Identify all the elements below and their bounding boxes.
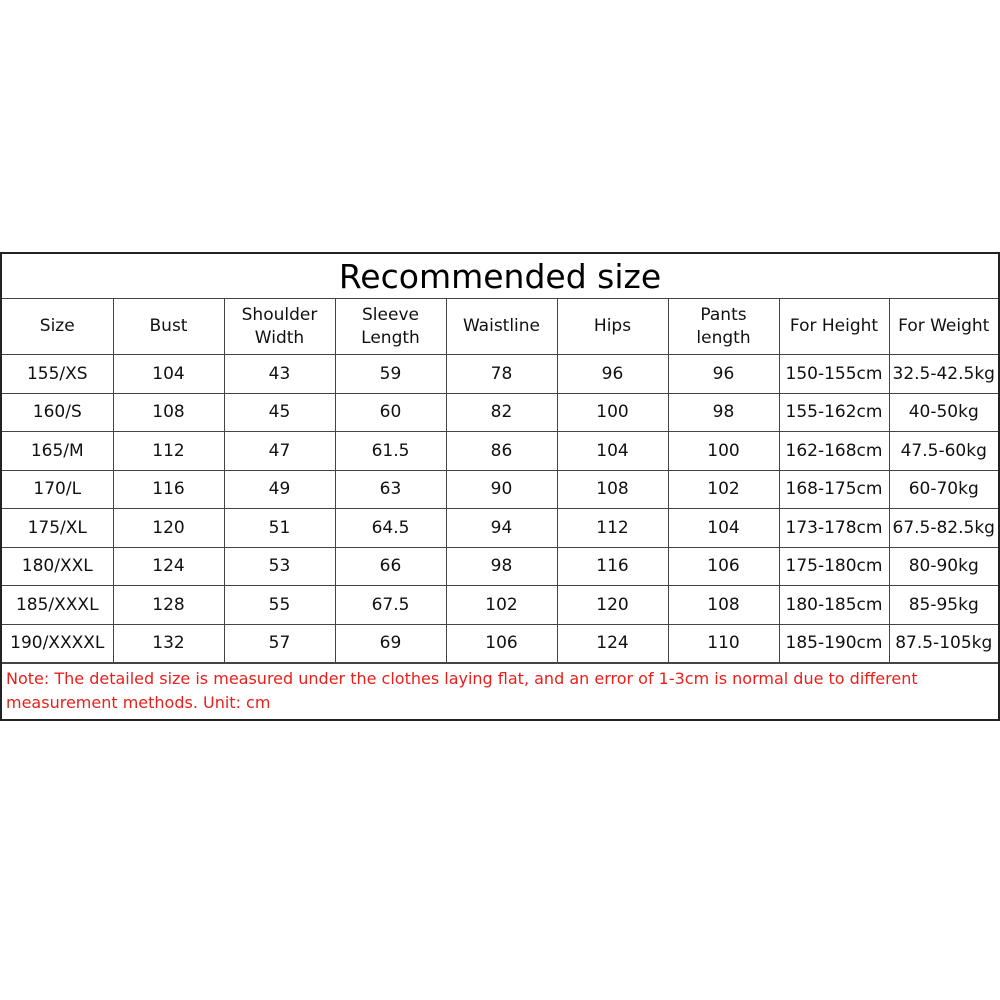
cell-sleeve-length: 63 bbox=[335, 470, 446, 509]
measurement-note: Note: The detailed size is measured under the clothes laying flat, and an error of 1-3cm is normal due to different measurement methods. Unit: cm bbox=[2, 663, 998, 719]
cell-for-weight: 40-50kg bbox=[889, 393, 998, 432]
cell-waistline: 102 bbox=[446, 586, 557, 625]
cell-for-height: 150-155cm bbox=[779, 355, 889, 394]
cell-pants-length: 110 bbox=[668, 624, 779, 663]
cell-size: 175/XL bbox=[2, 509, 113, 548]
cell-waistline: 98 bbox=[446, 547, 557, 586]
cell-waistline: 106 bbox=[446, 624, 557, 663]
cell-for-weight: 47.5-60kg bbox=[889, 432, 998, 471]
header-sleeve-length: Sleeve Length bbox=[335, 299, 446, 355]
cell-pants-length: 96 bbox=[668, 355, 779, 394]
table-row bbox=[2, 432, 998, 471]
cell-pants-length: 102 bbox=[668, 470, 779, 509]
cell-hips: 120 bbox=[557, 586, 668, 625]
cell-sleeve-length: 66 bbox=[335, 547, 446, 586]
cell-shoulder-width: 53 bbox=[224, 547, 335, 586]
cell-waistline: 90 bbox=[446, 470, 557, 509]
size-table bbox=[2, 299, 998, 663]
cell-bust: 104 bbox=[113, 355, 224, 394]
cell-hips: 124 bbox=[557, 624, 668, 663]
cell-for-weight: 87.5-105kg bbox=[889, 624, 998, 663]
cell-for-weight: 80-90kg bbox=[889, 547, 998, 586]
header-for-height: For Height bbox=[779, 299, 889, 355]
table-row bbox=[2, 547, 998, 586]
cell-shoulder-width: 47 bbox=[224, 432, 335, 471]
cell-waistline: 86 bbox=[446, 432, 557, 471]
cell-waistline: 78 bbox=[446, 355, 557, 394]
cell-shoulder-width: 43 bbox=[224, 355, 335, 394]
cell-pants-length: 98 bbox=[668, 393, 779, 432]
cell-bust: 132 bbox=[113, 624, 224, 663]
cell-sleeve-length: 64.5 bbox=[335, 509, 446, 548]
cell-shoulder-width: 57 bbox=[224, 624, 335, 663]
table-row bbox=[2, 355, 998, 394]
cell-hips: 112 bbox=[557, 509, 668, 548]
cell-shoulder-width: 55 bbox=[224, 586, 335, 625]
cell-size: 160/S bbox=[2, 393, 113, 432]
table-row bbox=[2, 586, 998, 625]
cell-for-weight: 67.5-82.5kg bbox=[889, 509, 998, 548]
table-row bbox=[2, 470, 998, 509]
header-waistline: Waistline bbox=[446, 299, 557, 355]
cell-for-height: 155-162cm bbox=[779, 393, 889, 432]
header-pants-length: Pants length bbox=[668, 299, 779, 355]
cell-hips: 116 bbox=[557, 547, 668, 586]
table-row bbox=[2, 624, 998, 663]
cell-pants-length: 106 bbox=[668, 547, 779, 586]
header-size: Size bbox=[2, 299, 113, 355]
cell-bust: 120 bbox=[113, 509, 224, 548]
header-for-weight: For Weight bbox=[889, 299, 998, 355]
cell-shoulder-width: 49 bbox=[224, 470, 335, 509]
cell-for-height: 185-190cm bbox=[779, 624, 889, 663]
chart-title: Recommended size bbox=[2, 254, 998, 299]
cell-for-height: 180-185cm bbox=[779, 586, 889, 625]
cell-for-height: 175-180cm bbox=[779, 547, 889, 586]
size-chart bbox=[0, 252, 1000, 721]
cell-sleeve-length: 59 bbox=[335, 355, 446, 394]
header-hips: Hips bbox=[557, 299, 668, 355]
cell-sleeve-length: 67.5 bbox=[335, 586, 446, 625]
cell-waistline: 82 bbox=[446, 393, 557, 432]
cell-size: 185/XXXL bbox=[2, 586, 113, 625]
cell-pants-length: 108 bbox=[668, 586, 779, 625]
cell-shoulder-width: 45 bbox=[224, 393, 335, 432]
cell-size: 170/L bbox=[2, 470, 113, 509]
cell-waistline: 94 bbox=[446, 509, 557, 548]
cell-bust: 128 bbox=[113, 586, 224, 625]
header-bust: Bust bbox=[113, 299, 224, 355]
cell-bust: 108 bbox=[113, 393, 224, 432]
cell-for-weight: 32.5-42.5kg bbox=[889, 355, 998, 394]
cell-for-weight: 60-70kg bbox=[889, 470, 998, 509]
cell-sleeve-length: 60 bbox=[335, 393, 446, 432]
cell-size: 190/XXXXL bbox=[2, 624, 113, 663]
header-shoulder-width: Shoulder Width bbox=[224, 299, 335, 355]
cell-for-height: 168-175cm bbox=[779, 470, 889, 509]
cell-sleeve-length: 61.5 bbox=[335, 432, 446, 471]
table-row bbox=[2, 393, 998, 432]
cell-for-height: 162-168cm bbox=[779, 432, 889, 471]
cell-hips: 108 bbox=[557, 470, 668, 509]
cell-pants-length: 104 bbox=[668, 509, 779, 548]
cell-pants-length: 100 bbox=[668, 432, 779, 471]
header-row bbox=[2, 299, 998, 355]
cell-for-height: 173-178cm bbox=[779, 509, 889, 548]
cell-hips: 96 bbox=[557, 355, 668, 394]
cell-sleeve-length: 69 bbox=[335, 624, 446, 663]
cell-shoulder-width: 51 bbox=[224, 509, 335, 548]
table-row bbox=[2, 509, 998, 548]
cell-bust: 112 bbox=[113, 432, 224, 471]
cell-for-weight: 85-95kg bbox=[889, 586, 998, 625]
cell-bust: 116 bbox=[113, 470, 224, 509]
cell-hips: 100 bbox=[557, 393, 668, 432]
cell-bust: 124 bbox=[113, 547, 224, 586]
cell-size: 165/M bbox=[2, 432, 113, 471]
cell-size: 180/XXL bbox=[2, 547, 113, 586]
cell-size: 155/XS bbox=[2, 355, 113, 394]
cell-hips: 104 bbox=[557, 432, 668, 471]
